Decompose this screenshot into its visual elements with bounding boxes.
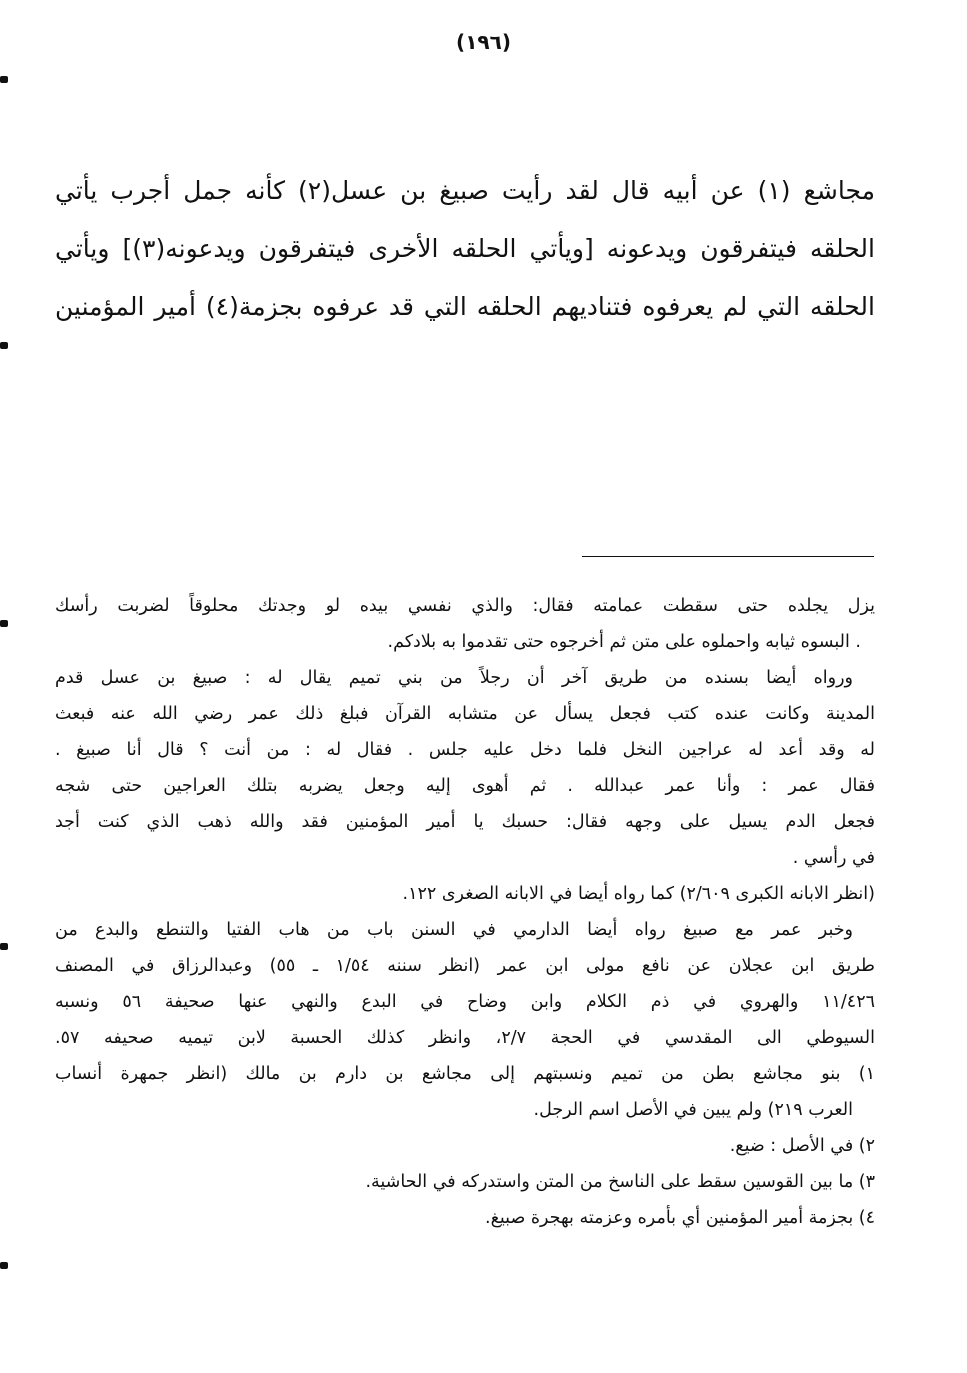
footnote-line: ٣) ما بين القوسين سقط على الناسخ من المتن واستدركه في الحاشية. [365,1172,875,1192]
footnote-line: (انظر الابانه الكبرى ٢/٦٠٩) كما رواه أيضا في الابانه الصغرى ١٢٢. [402,884,875,904]
main-text-line: مجاشع (١) عن أبيه قال لقد رأيت صبيغ بن عسل(٢) كأنه جمل أجرب يأتي [55,176,875,205]
footnotes-block [55,588,875,1236]
footnote-separator [582,556,874,557]
main-text-block [55,162,875,336]
main-text-line: الحلقه فيتفرقون ويدعونه [ويأتي الحلقه الأخرى فيتفرقون ويدعونه(٣)] ويأتي [55,234,875,263]
scan-margin-mark [0,76,8,83]
footnote-line: يزل يجلده حتى سقطت عمامته فقال: والذي نفسي بيده لو وجدتك محلوقاً لضربت رأسك [55,596,875,616]
footnote-line: ورواه أيضا بسنده من طريق آخر أن رجلاً من بني تميم يقال له : صبيغ بن عسل قدم [55,668,853,688]
footnote-line: وخبر عمر مع صبيغ رواه أيضا الدارمي في السنن باب من هاب الفتيا والتنطع والبدع من [55,920,853,940]
footnote-line: فقال عمر : وأنا عمر عبدالله . ثم أهوى إليه وجعل يضربه بتلك العراجين حتى شجه [55,776,875,796]
footnote-line: العرب ٢١٩) ولم يبين في الأصل اسم الرجل. [533,1100,853,1120]
scan-margin-mark [0,943,8,950]
footnote-line: السيوطي الى المقدسي في الحجة ٢/٧، وانظر كذلك الحسبة لابن تيميه صحيفه ٥٧. [55,1028,875,1048]
footnote-line: ١١/٤٢٦ والهروي في ذم الكلام وابن وضاح في البدع والنهي عنها صحيفة ٥٦ ونسبه [55,992,875,1012]
footnote-line: طريق ابن عجلان عن نافع مولى ابن عمر (انظر سننه ١/٥٤ ـ ٥٥) وعبدالرزاق في المصنف [55,956,875,976]
footnote-line: فجعل الدم يسيل على وجهه فقال: حسبك يا أمير المؤمنين فقد والله ذهب الذي كنت أجد [55,812,875,832]
scan-margin-mark [0,1262,8,1269]
footnote-line: ١) بنو مجاشع بطن من تميم ونسبتهم إلى مجاشع بن دارم بن مالك (انظر جمهرة أنساب [55,1064,875,1084]
footnote-line: ٢) في الأصل : ضيع. [729,1136,875,1156]
footnote-line: . البسوه ثيابه واحملوه على متن ثم أخرجوه حتى تقدموا به بلادكم. [387,632,861,652]
footnote-line: المدينة وكانت عنده كتب فجعل يسأل عن متشابه القرآن فبلغ ذلك عمر رضي الله عنه فبعث [55,704,875,724]
scan-margin-mark [0,620,8,627]
scan-margin-mark [0,342,8,349]
page-number: (١٩٦) [456,30,511,54]
main-text-line: الحلقه التي لم يعرفوه فتناديهم الحلقه التي قد عرفوه بجزمة(٤) أمير المؤمنين [55,292,875,321]
footnote-line: ٤) بجزمة أمير المؤمنين أي بأمره وعزمته بهجرة صبيغ. [485,1208,875,1228]
footnote-line: له وقد أعد له عراجين النخل فلما دخل عليه جلس . فقال له : من أنت ؟ قال أنا صبيغ . [55,740,875,760]
footnote-line: في رأسي . [792,848,875,868]
